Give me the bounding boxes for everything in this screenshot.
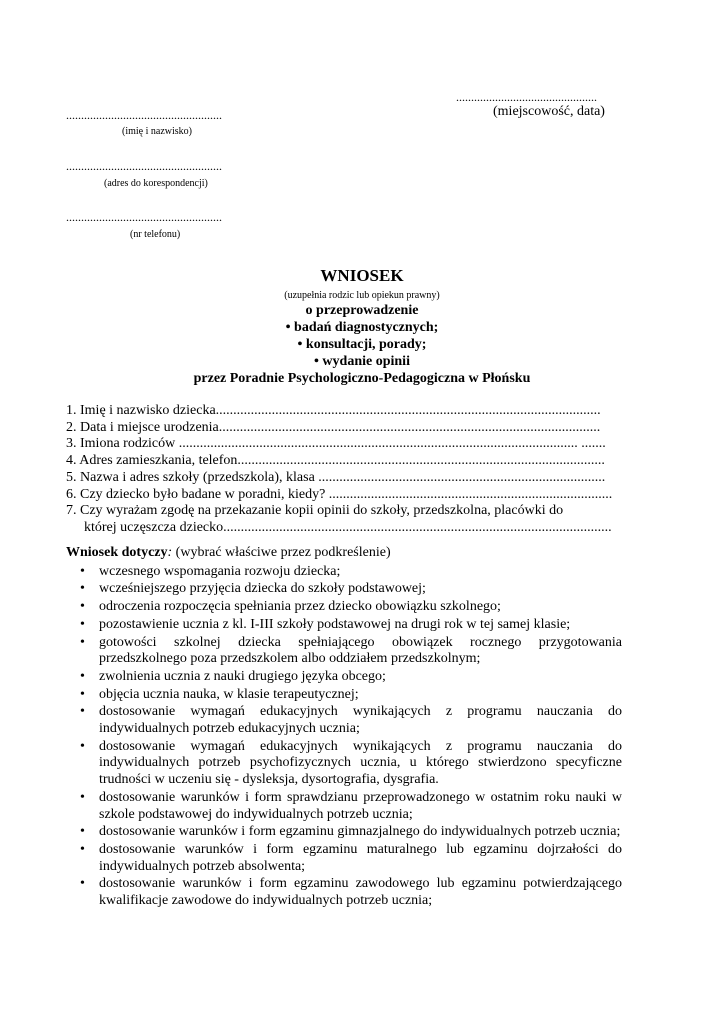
request-line-2: • badań diagnostycznych;	[285, 320, 439, 335]
scope-option[interactable]	[66, 824, 622, 841]
address-line: ....................................................	[66, 159, 222, 173]
request-line-3: • konsultacji, porady;	[297, 337, 427, 352]
bullet-icon: •	[80, 581, 85, 597]
scope-options	[66, 564, 622, 910]
bullet-icon: •	[80, 563, 85, 579]
scope-hint: (wybrać właściwe przez podkreślenie)	[172, 545, 391, 560]
name-line: ....................................................	[66, 108, 222, 122]
bullet-icon: •	[80, 599, 85, 615]
scope-option-text: dostosowanie warunków i form egzaminu zawodowego lub egzaminu potwierdzającego kwalifikacje zawodowe do indywidualnych potrzeb ucznia;	[99, 876, 622, 909]
place-date-label: (miejscowość, data)	[493, 104, 605, 119]
request-line-5: przez Poradnie Psychologiczno-Pedagogiczna w Płońsku	[193, 371, 531, 386]
field-consent-continuation[interactable]: której uczęszcza dziecko...............................................................................................................	[84, 519, 612, 535]
scope-option[interactable]	[66, 790, 622, 823]
bullet-icon: •	[80, 634, 85, 650]
scope-option[interactable]	[66, 669, 622, 686]
scope-option-text: dostosowanie wymagań edukacyjnych wynikających z programu nauczania do indywidualnych potrzeb edukacyjnych ucznia;	[99, 704, 622, 737]
field-previously-examined[interactable]: 6. Czy dziecko było badane w poradni, kiedy? .................................................................................	[66, 486, 613, 502]
scope-option-text: odroczenia rozpoczęcia spełniania przez dziecko obowiązku szkolnego;	[99, 599, 501, 615]
bullet-icon: •	[80, 668, 85, 684]
scope-option[interactable]	[66, 635, 622, 668]
address-label: (adres do korespondencji)	[104, 178, 208, 189]
scope-option-text: dostosowanie warunków i form sprawdzianu przeprowadzonego w ostatnim roku nauki w szkole podstawowej do indywidualnych potrzeb ucznia;	[99, 789, 622, 822]
phone-label: (nr telefonu)	[130, 229, 181, 240]
scope-option[interactable]	[66, 739, 622, 789]
request-line-1: o przeprowadzenie	[305, 303, 419, 318]
field-parents-names[interactable]: 3. Imiona rodziców .................................................................................................................. .......	[66, 436, 606, 452]
bullet-icon: •	[80, 841, 85, 857]
field-school-name-class[interactable]: 5. Nazwa i adres szkoły (przedszkola), klasa ..................................................................................	[66, 469, 606, 485]
scope-option-text: wcześniejszego przyjęcia dziecka do szkoły podstawowej;	[99, 581, 426, 597]
scope-option-text: objęcia ucznia nauka, w klasie terapeutycznej;	[99, 686, 359, 702]
bullet-icon: •	[80, 686, 85, 702]
scope-option[interactable]	[66, 842, 622, 875]
scope-label: Wniosek dotyczy	[66, 545, 168, 560]
scope-option[interactable]	[66, 581, 622, 598]
request-line-4: • wydanie opinii	[314, 354, 410, 369]
place-date-line: ...............................................	[456, 90, 597, 104]
scope-option-text: zwolnienia ucznia z nauki drugiego języka obcego;	[99, 668, 386, 684]
field-child-name[interactable]: 1. Imię i nazwisko dziecka..............................................................................................................	[66, 403, 601, 418]
scope-option-text: dostosowanie wymagań edukacyjnych wynikających z programu nauczania do indywidualnych potrzeb psychofizycznych ucznia, u którego stwierdzono specyficzne trudności w uczeniu się - dysleksja, dysortografia, dysgrafia.	[99, 738, 622, 788]
bullet-icon: •	[80, 876, 85, 892]
scope-option[interactable]	[66, 599, 622, 616]
scope-option-text: dostosowanie warunków i form egzaminu maturalnego lub egzaminu dojrzałości do indywidualnych potrzeb absolwenta;	[99, 841, 622, 874]
field-birth-date-place[interactable]: 2. Data i miejsce urodzenia.............................................................................................................	[66, 419, 601, 435]
scope-option[interactable]	[66, 876, 622, 909]
bullet-icon: •	[80, 824, 85, 840]
scope-option-text: gotowości szkolnej dziecka spełniającego obowiązek rocznego przygotowania przedszkolnego poza przedszkolem albo oddziałem przedszkolnym;	[99, 634, 622, 667]
bullet-icon: •	[80, 789, 85, 805]
document-title: WNIOSEK	[320, 266, 404, 285]
scope-option-text: dostosowanie warunków i form egzaminu gimnazjalnego do indywidualnych potrzeb ucznia;	[99, 824, 621, 840]
form-fields	[66, 403, 616, 537]
field-address-phone[interactable]: 4. Adres zamieszkania, telefon.........................................................................................................	[66, 453, 605, 469]
scope-option[interactable]	[66, 617, 622, 634]
bullet-icon: •	[80, 616, 85, 632]
scope-heading	[66, 545, 622, 562]
scope-option[interactable]	[66, 687, 622, 704]
name-label: (imię i nazwisko)	[122, 126, 192, 137]
scope-colon: :	[167, 545, 173, 560]
scope-option-text: pozostawienie ucznia z kl. I-III szkoły podstawowej na drugi rok w tej samej klasie;	[99, 616, 571, 632]
bullet-icon: •	[80, 704, 85, 720]
scope-option[interactable]	[66, 564, 622, 581]
field-consent: 7. Czy wyrażam zgodę na przekazanie kopii opinii do szkoły, przedszkolna, placówki do	[66, 503, 564, 519]
phone-line: ....................................................	[66, 210, 222, 224]
document-subtitle: (uzupełnia rodzic lub opiekun prawny)	[284, 290, 440, 301]
request-scope	[66, 545, 622, 911]
scope-option[interactable]	[66, 704, 622, 737]
scope-option-text: wczesnego wspomagania rozwoju dziecka;	[99, 563, 341, 579]
bullet-icon: •	[80, 738, 85, 754]
